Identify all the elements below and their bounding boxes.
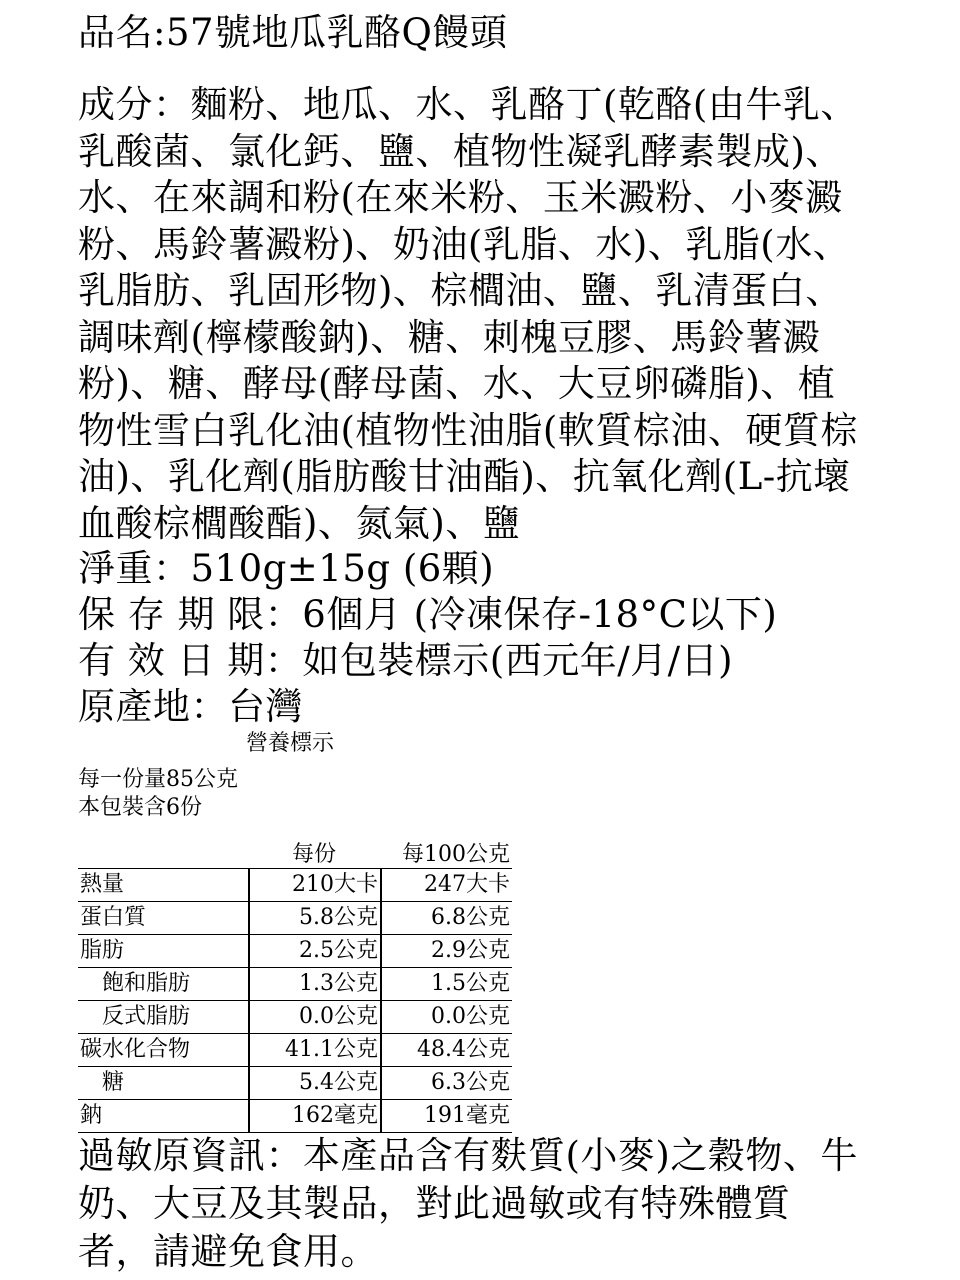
per-100g-value: 191毫克 xyxy=(381,1100,512,1133)
servings-per-package: 本包裝含6份 xyxy=(78,795,202,820)
ingredients-line: 調味劑(檸檬酸鈉)、糖、刺槐豆膠、馬鈴薯澱 xyxy=(78,315,821,359)
ingredients-line: 水、在來調和粉(在來米粉、玉米澱粉、小麥澱 xyxy=(78,176,843,219)
allergen-info xyxy=(78,1132,918,1276)
per-serving-value: 162毫克 xyxy=(249,1100,381,1133)
per-serving-value: 210大卡 xyxy=(249,869,381,902)
nutrition-rows xyxy=(78,869,512,1133)
shelf-life: 保 存 期 限：6個月 (冷凍保存-18°C以下) xyxy=(78,593,778,636)
per-serving-value: 0.0公克 xyxy=(249,1001,381,1034)
origin: 原產地：台灣 xyxy=(78,685,303,728)
per-serving-value: 5.4公克 xyxy=(249,1067,381,1100)
per-100g-value: 1.5公克 xyxy=(381,968,512,1001)
nutrition-title: 營養標示 xyxy=(246,731,335,756)
expiry-date: 有 效 日 期：如包裝標示(西元年/月/日) xyxy=(78,639,734,682)
nutrient-name: 蛋白質 xyxy=(78,902,249,935)
table-row xyxy=(78,1001,512,1034)
per-100g-value: 6.3公克 xyxy=(381,1067,512,1100)
per-100g-value: 48.4公克 xyxy=(381,1034,512,1067)
ingredients-line: 乳脂肪、乳固形物)、棕櫚油、鹽、乳清蛋白、 xyxy=(78,269,843,312)
product-name: 品名:57號地瓜乳酪Q饅頭 xyxy=(78,11,508,54)
per-100g-value: 247大卡 xyxy=(381,869,512,902)
nutrient-name: 反式脂肪 xyxy=(78,1001,249,1034)
per-serving-value: 2.5公克 xyxy=(249,935,381,968)
allergen-line: 奶、大豆及其製品，對此過敏或有特殊體質 xyxy=(78,1182,791,1225)
table-row xyxy=(78,869,512,902)
nutrition-header-blank xyxy=(78,836,249,869)
ingredients-line: 成分：麵粉、地瓜、水、乳酪丁(乾酪(由牛乳、 xyxy=(78,83,858,126)
nutrient-name: 飽和脂肪 xyxy=(78,968,249,1001)
nutrition-header-row xyxy=(78,836,512,869)
per-100g-value: 6.8公克 xyxy=(381,902,512,935)
nutrient-name: 熱量 xyxy=(78,869,249,902)
ingredients-line: 粉)、糖、酵母(酵母菌、水、大豆卵磷脂)、植 xyxy=(78,362,836,405)
column-header-per-serving: 每份 xyxy=(291,842,336,867)
ingredients-line: 油)、乳化劑(脂肪酸甘油酯)、抗氧化劑(L-抗壞 xyxy=(78,455,851,498)
ingredients-block xyxy=(78,82,918,547)
table-row xyxy=(78,1067,512,1100)
per-serving-value: 5.8公克 xyxy=(249,902,381,935)
nutrient-name: 脂肪 xyxy=(78,935,249,968)
ingredients-line: 血酸棕櫚酸酯)、氮氣)、鹽 xyxy=(78,501,521,545)
allergen-line: 過敏原資訊：本產品含有麩質(小麥)之穀物、牛 xyxy=(78,1134,858,1177)
allergen-line: 者，請避免食用。 xyxy=(78,1230,378,1273)
per-100g-value: 0.0公克 xyxy=(381,1001,512,1034)
table-row xyxy=(78,902,512,935)
nutrient-name: 糖 xyxy=(78,1067,249,1100)
column-header-per-100g: 每100公克 xyxy=(402,842,510,867)
ingredients-line: 乳酸菌、氯化鈣、鹽、植物性凝乳酵素製成)、 xyxy=(78,129,843,173)
nutrient-name: 碳水化合物 xyxy=(78,1034,249,1067)
table-row xyxy=(78,1100,512,1133)
table-row xyxy=(78,1034,512,1067)
per-100g-value: 2.9公克 xyxy=(381,935,512,968)
per-serving-value: 41.1公克 xyxy=(249,1034,381,1067)
net-weight: 淨重：510g±15g (6顆) xyxy=(78,547,495,590)
nutrition-table xyxy=(78,836,512,1133)
nutrient-name: 鈉 xyxy=(78,1100,249,1133)
serving-size: 每一份量85公克 xyxy=(78,767,238,792)
ingredients-line: 物性雪白乳化油(植物性油脂(軟質棕油、硬質棕 xyxy=(78,408,858,452)
per-serving-value: 1.3公克 xyxy=(249,968,381,1001)
ingredients-line: 粉、馬鈴薯澱粉)、奶油(乳脂、水)、乳脂(水、 xyxy=(78,222,851,266)
table-row xyxy=(78,935,512,968)
table-row xyxy=(78,968,512,1001)
